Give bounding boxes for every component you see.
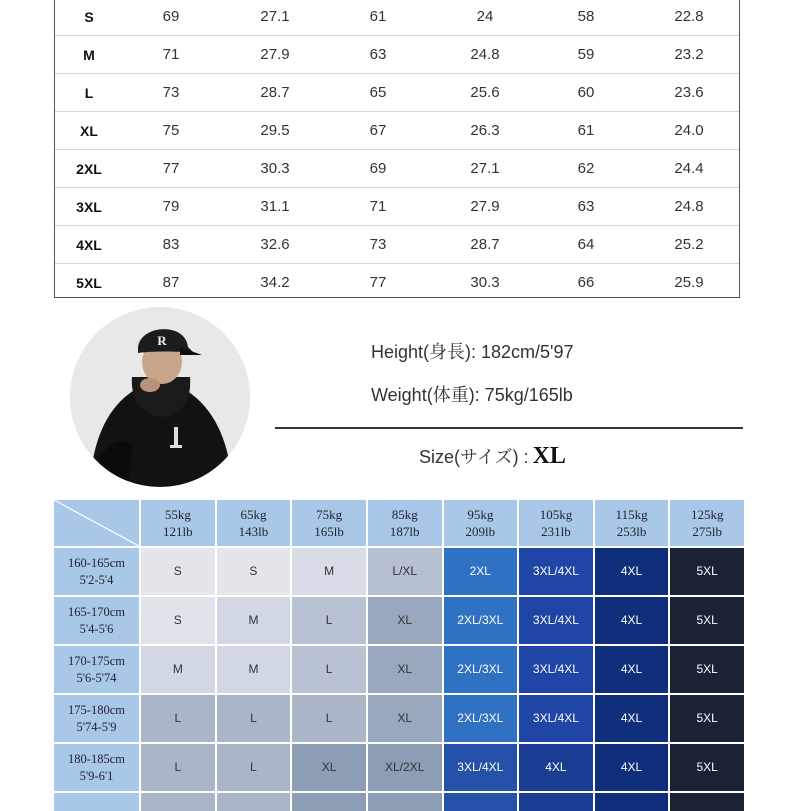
size-cell: L (217, 744, 291, 791)
measurement-value: 61 (369, 8, 387, 25)
weight-header: 55kg 121lb (141, 500, 215, 546)
measurement-value: 64 (577, 236, 595, 253)
size-cell: 4XL (595, 695, 669, 742)
size-cell: XL (368, 695, 442, 742)
measurement-value: 26.3 (470, 122, 500, 139)
size-cell: 3XL/4XL (519, 597, 593, 644)
measurement-value: 24 (476, 8, 494, 25)
size-cell: L (217, 695, 291, 742)
height-header: 175-180cm 5'74-5'9 (54, 695, 139, 742)
size-cell: M (292, 548, 366, 595)
measurement-value: 87 (162, 274, 180, 291)
measurement-row (55, 150, 739, 188)
measurement-value: 69 (369, 160, 387, 177)
size-cell-partial (292, 793, 366, 811)
divider-line (275, 427, 743, 429)
model-weight: Weight(体重): 75kg/165lb (371, 385, 573, 405)
measurement-value: 25.9 (674, 274, 704, 291)
weight-header: 105kg 231lb (519, 500, 593, 546)
measurement-value: 30.3 (470, 274, 500, 291)
measurement-value: 24.8 (470, 46, 500, 63)
measurement-size: L (84, 85, 94, 101)
size-cell: 2XL/3XL (444, 597, 518, 644)
measurement-value: 75 (162, 122, 180, 139)
measurement-value: 73 (369, 236, 387, 253)
measurement-value: 62 (577, 160, 595, 177)
measurement-size: 3XL (76, 199, 102, 215)
size-cell: 2XL (444, 548, 518, 595)
measurement-value: 31.1 (260, 198, 290, 215)
size-cell: S (141, 548, 215, 595)
size-cell: L/XL (368, 548, 442, 595)
height-header: 160-165cm 5'2-5'4 (54, 548, 139, 595)
measurement-value: 83 (162, 236, 180, 253)
size-cell: 3XL/4XL (519, 548, 593, 595)
size-chart (54, 500, 744, 798)
size-cell: 3XL/4XL (444, 744, 518, 791)
model-hoodie-image (70, 307, 250, 487)
height-header-partial (54, 793, 139, 811)
measurement-value: 59 (577, 46, 595, 63)
size-cell-partial (519, 793, 593, 811)
height-header: 165-170cm 5'4-5'6 (54, 597, 139, 644)
height-header: 170-175cm 5'6-5'74 (54, 646, 139, 693)
size-cell: S (217, 548, 291, 595)
model-size-value: XL (532, 443, 566, 469)
measurement-value: 71 (162, 46, 180, 63)
measurement-size: 4XL (76, 237, 102, 253)
size-cell: 2XL/3XL (444, 646, 518, 693)
measurement-value: 27.1 (470, 160, 500, 177)
chart-corner (54, 500, 139, 546)
measurement-value: 63 (577, 198, 595, 215)
model-photo (70, 307, 250, 487)
measurement-size: 5XL (76, 275, 102, 291)
measurement-value: 60 (577, 84, 595, 101)
size-cell: M (141, 646, 215, 693)
size-cell: XL (368, 646, 442, 693)
measurement-value: 27.1 (260, 8, 290, 25)
measurement-row (55, 112, 739, 150)
model-height: Height(身長): 182cm/5'97 (371, 342, 574, 362)
size-cell: 5XL (670, 744, 744, 791)
corner-diagonal (54, 500, 139, 546)
weight-header: 85kg 187lb (368, 500, 442, 546)
size-cell: L (141, 695, 215, 742)
measurement-value: 24.4 (674, 160, 704, 177)
size-cell: L (141, 744, 215, 791)
size-cell: 4XL (595, 548, 669, 595)
measurement-value: 32.6 (260, 236, 290, 253)
measurement-value: 27.9 (260, 46, 290, 63)
measurement-row (55, 36, 739, 74)
size-cell: 3XL/4XL (519, 695, 593, 742)
measurement-value: 73 (162, 84, 180, 101)
size-cell-partial (444, 793, 518, 811)
measurement-value: 77 (369, 274, 387, 291)
measurement-value: 23.6 (674, 84, 704, 101)
measurement-value: 27.9 (470, 198, 500, 215)
measurement-size: XL (80, 123, 98, 139)
size-cell: XL (292, 744, 366, 791)
size-cell: XL/2XL (368, 744, 442, 791)
size-cell-partial (217, 793, 291, 811)
size-cell: XL (368, 597, 442, 644)
measurement-row (55, 188, 739, 226)
size-cell: M (217, 597, 291, 644)
size-cell: 3XL/4XL (519, 646, 593, 693)
weight-header: 125kg 275lb (670, 500, 744, 546)
weight-header: 75kg 165lb (292, 500, 366, 546)
size-cell: 4XL (595, 646, 669, 693)
size-cell: S (141, 597, 215, 644)
measurement-value: 61 (577, 122, 595, 139)
measurement-value: 24.8 (674, 198, 704, 215)
measurement-value: 65 (369, 84, 387, 101)
size-cell: 5XL (670, 695, 744, 742)
measurement-value: 79 (162, 198, 180, 215)
size-cell-partial (595, 793, 669, 811)
measurement-table (54, 0, 740, 298)
height-header: 180-185cm 5'9-6'1 (54, 744, 139, 791)
measurement-value: 28.7 (470, 236, 500, 253)
measurement-value: 34.2 (260, 274, 290, 291)
size-cell: 5XL (670, 646, 744, 693)
measurement-value: 66 (577, 274, 595, 291)
measurement-value: 30.3 (260, 160, 290, 177)
size-cell: L (292, 597, 366, 644)
measurement-value: 69 (162, 8, 180, 25)
measurement-value: 23.2 (674, 46, 704, 63)
size-cell-partial (368, 793, 442, 811)
weight-header: 115kg 253lb (595, 500, 669, 546)
size-cell: 4XL (595, 597, 669, 644)
measurement-value: 58 (577, 8, 595, 25)
size-cell: 4XL (595, 744, 669, 791)
size-cell: 5XL (670, 597, 744, 644)
size-cell-partial (670, 793, 744, 811)
weight-header: 95kg 209lb (444, 500, 518, 546)
measurement-value: 28.7 (260, 84, 290, 101)
size-cell: M (217, 646, 291, 693)
measurement-value: 25.6 (470, 84, 500, 101)
model-size (419, 443, 566, 470)
model-size-label: Size(サイズ) : (419, 447, 529, 467)
size-cell: L (292, 646, 366, 693)
measurement-value: 77 (162, 160, 180, 177)
measurement-value: 71 (369, 198, 387, 215)
measurement-row (55, 226, 739, 264)
measurement-value: 29.5 (260, 122, 290, 139)
measurement-value: 63 (369, 46, 387, 63)
measurement-value: 24.0 (674, 122, 704, 139)
size-cell-partial (141, 793, 215, 811)
measurement-size: S (84, 9, 94, 25)
cap-logo: R (157, 333, 167, 348)
measurement-value: 22.8 (674, 8, 704, 25)
measurement-size: M (83, 47, 95, 63)
size-cell: 5XL (670, 548, 744, 595)
measurement-row (55, 74, 739, 112)
size-cell: L (292, 695, 366, 742)
size-cell: 4XL (519, 744, 593, 791)
measurement-value: 67 (369, 122, 387, 139)
measurement-row (55, 0, 739, 36)
measurement-row (55, 264, 739, 302)
weight-header: 65kg 143lb (217, 500, 291, 546)
size-cell: 2XL/3XL (444, 695, 518, 742)
measurement-size: 2XL (76, 161, 102, 177)
measurement-value: 25.2 (674, 236, 704, 253)
